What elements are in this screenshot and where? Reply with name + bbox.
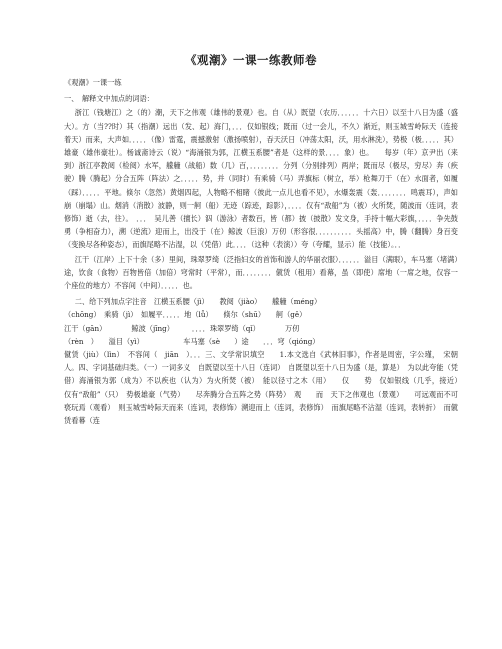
- section-2-line-3: 江干（gān） 鲸波（jīng） ．．．．珠翠罗绮（qǐ） 万仞: [64, 323, 300, 333]
- section-2-line-2: （chōng） 乘骑（jì） 如履平．．．．．地（lǚ） 倏尔（shū） 舸（gě）: [64, 310, 307, 320]
- document-title: 《观潮》一课一练教师卷: [185, 53, 317, 67]
- section-2-line-4: （rèn ） 溢目（yì） 车马塞（sè ）途 ．．．穹（qióng）: [64, 336, 320, 346]
- paragraph-2: 江干（江岸）上下十余（多）里间，珠翠罗绮（泛指妇女的首饰和游人的华丽衣服）．．．．．．溢目（满眼），车马塞（堵满）途，饮食（食物）百物皆倍（加倍）穹常时（平常），而．．．．．．．．僦赁（租用）看幕，虽（即使）席地（一席之地，仅容一个座位的地方）不容间（中间）．．．．．也。: [64, 254, 458, 291]
- document-subtitle: 《观潮》一课一练: [64, 78, 122, 87]
- section-2-line-5: 僦赁（jiù）（lìn） 不容间（ jiān ）．．．三、文学常识填空 1.本文选自《武林旧事》，作者是周密，字公瑾， 宋朝人。四、字词基础归类。（一）一词多义 自既望以至十八日（连词） 自既望以至十八日为盛（是，算是） 为以此夸能（凭借）海涌银为郭（成为）不以疾也（认为）为火所焚（被） 能以径寸之木（用） 仅 势 仅如银线（几乎，接近） 仅有“敌船”（只） 势极雄豪（气势） 尽奔腾分合五阵之势（阵势） 观 而 天下之伟观也（景观） 可远观而不可亵玩焉（观看） 则玉城雪岭际天而来（连词，表修饰）溯迎而上（连词，表修饰） 而旗尾略不沾湿（连词，表转折） 而僦赁看幕（连: [64, 350, 473, 426]
- section-1-heading: 一、 解释文中加点的词语：: [64, 94, 154, 104]
- paragraph-1: 浙江（钱塘江）之（的）潮，天下之伟观（雄伟的景观）也。自（从）既望（农历．．．．．．十六日）以至十八日为盛（盛大）。方（当??时）其（指潮）远出（发、起）海门，．．．仅如银线；既而（过一会儿，不久）渐近，则玉城雪岭际天（连接着天）而来，大声如．．．．．（像）雷霆，震撼激射（激扬喷射），吞天沃日（冲荡太阳，沃，用水淋洗），势极（极．．．．．其）雄豪（雄伟豪壮）。杨诚斋诗云（说）“海涌银为郭，江横玉系腰”者是（这样的景．．．．象）也。 每岁（年）京尹出（来到）浙江亭教阅（检阅）水军，艨艟（战船）数（几）百，．．．．．．．．分列（分别排列）两岸；既而尽（极尽，穷尽）奔（疾驶）腾（腾起）分合五阵（阵法）之．．．．．势，并（同时）有乘骑（马）弄旗标（树立，举）枪舞刀于（在）水面者，如履（踩）．．．．．平地。倏尔（忽然）黄烟四起，人物略不相睹（彼此一点儿也看不见），水爆轰震（轰．．．．．．．．鸣震耳），声如崩（崩塌）山。烟消（消散）波静，则一舸（船）无迹（踪迹，踪影），．．．．仅有“敌船”为（被）火所焚，随波而（连词，表修饰）逝（去，往）。 ．．． 吴儿善（擅长）泅（游泳）者数百，皆（都）披（披散）发文身，手持十幅大彩旗，．．．．争先鼓勇（争相奋力），溯（逆流）迎而上，出没于（在）鲸波（巨浪）万仞（形容很．．．．．．．．．．头摇高）中，腾（翻腾）身百变（变换尽各种姿态），而旗尾略不沾湿，以（凭借）此．．．．（这种（表演））夸（夸耀，显示）能（技能）。．．: [64, 108, 458, 250]
- section-2-line-1: 二、给下列加点字注音 江横玉系腰（jì） 教阅（jiào） 艨艟（méng）: [74, 297, 322, 307]
- document-body: [64, 76, 473, 427]
